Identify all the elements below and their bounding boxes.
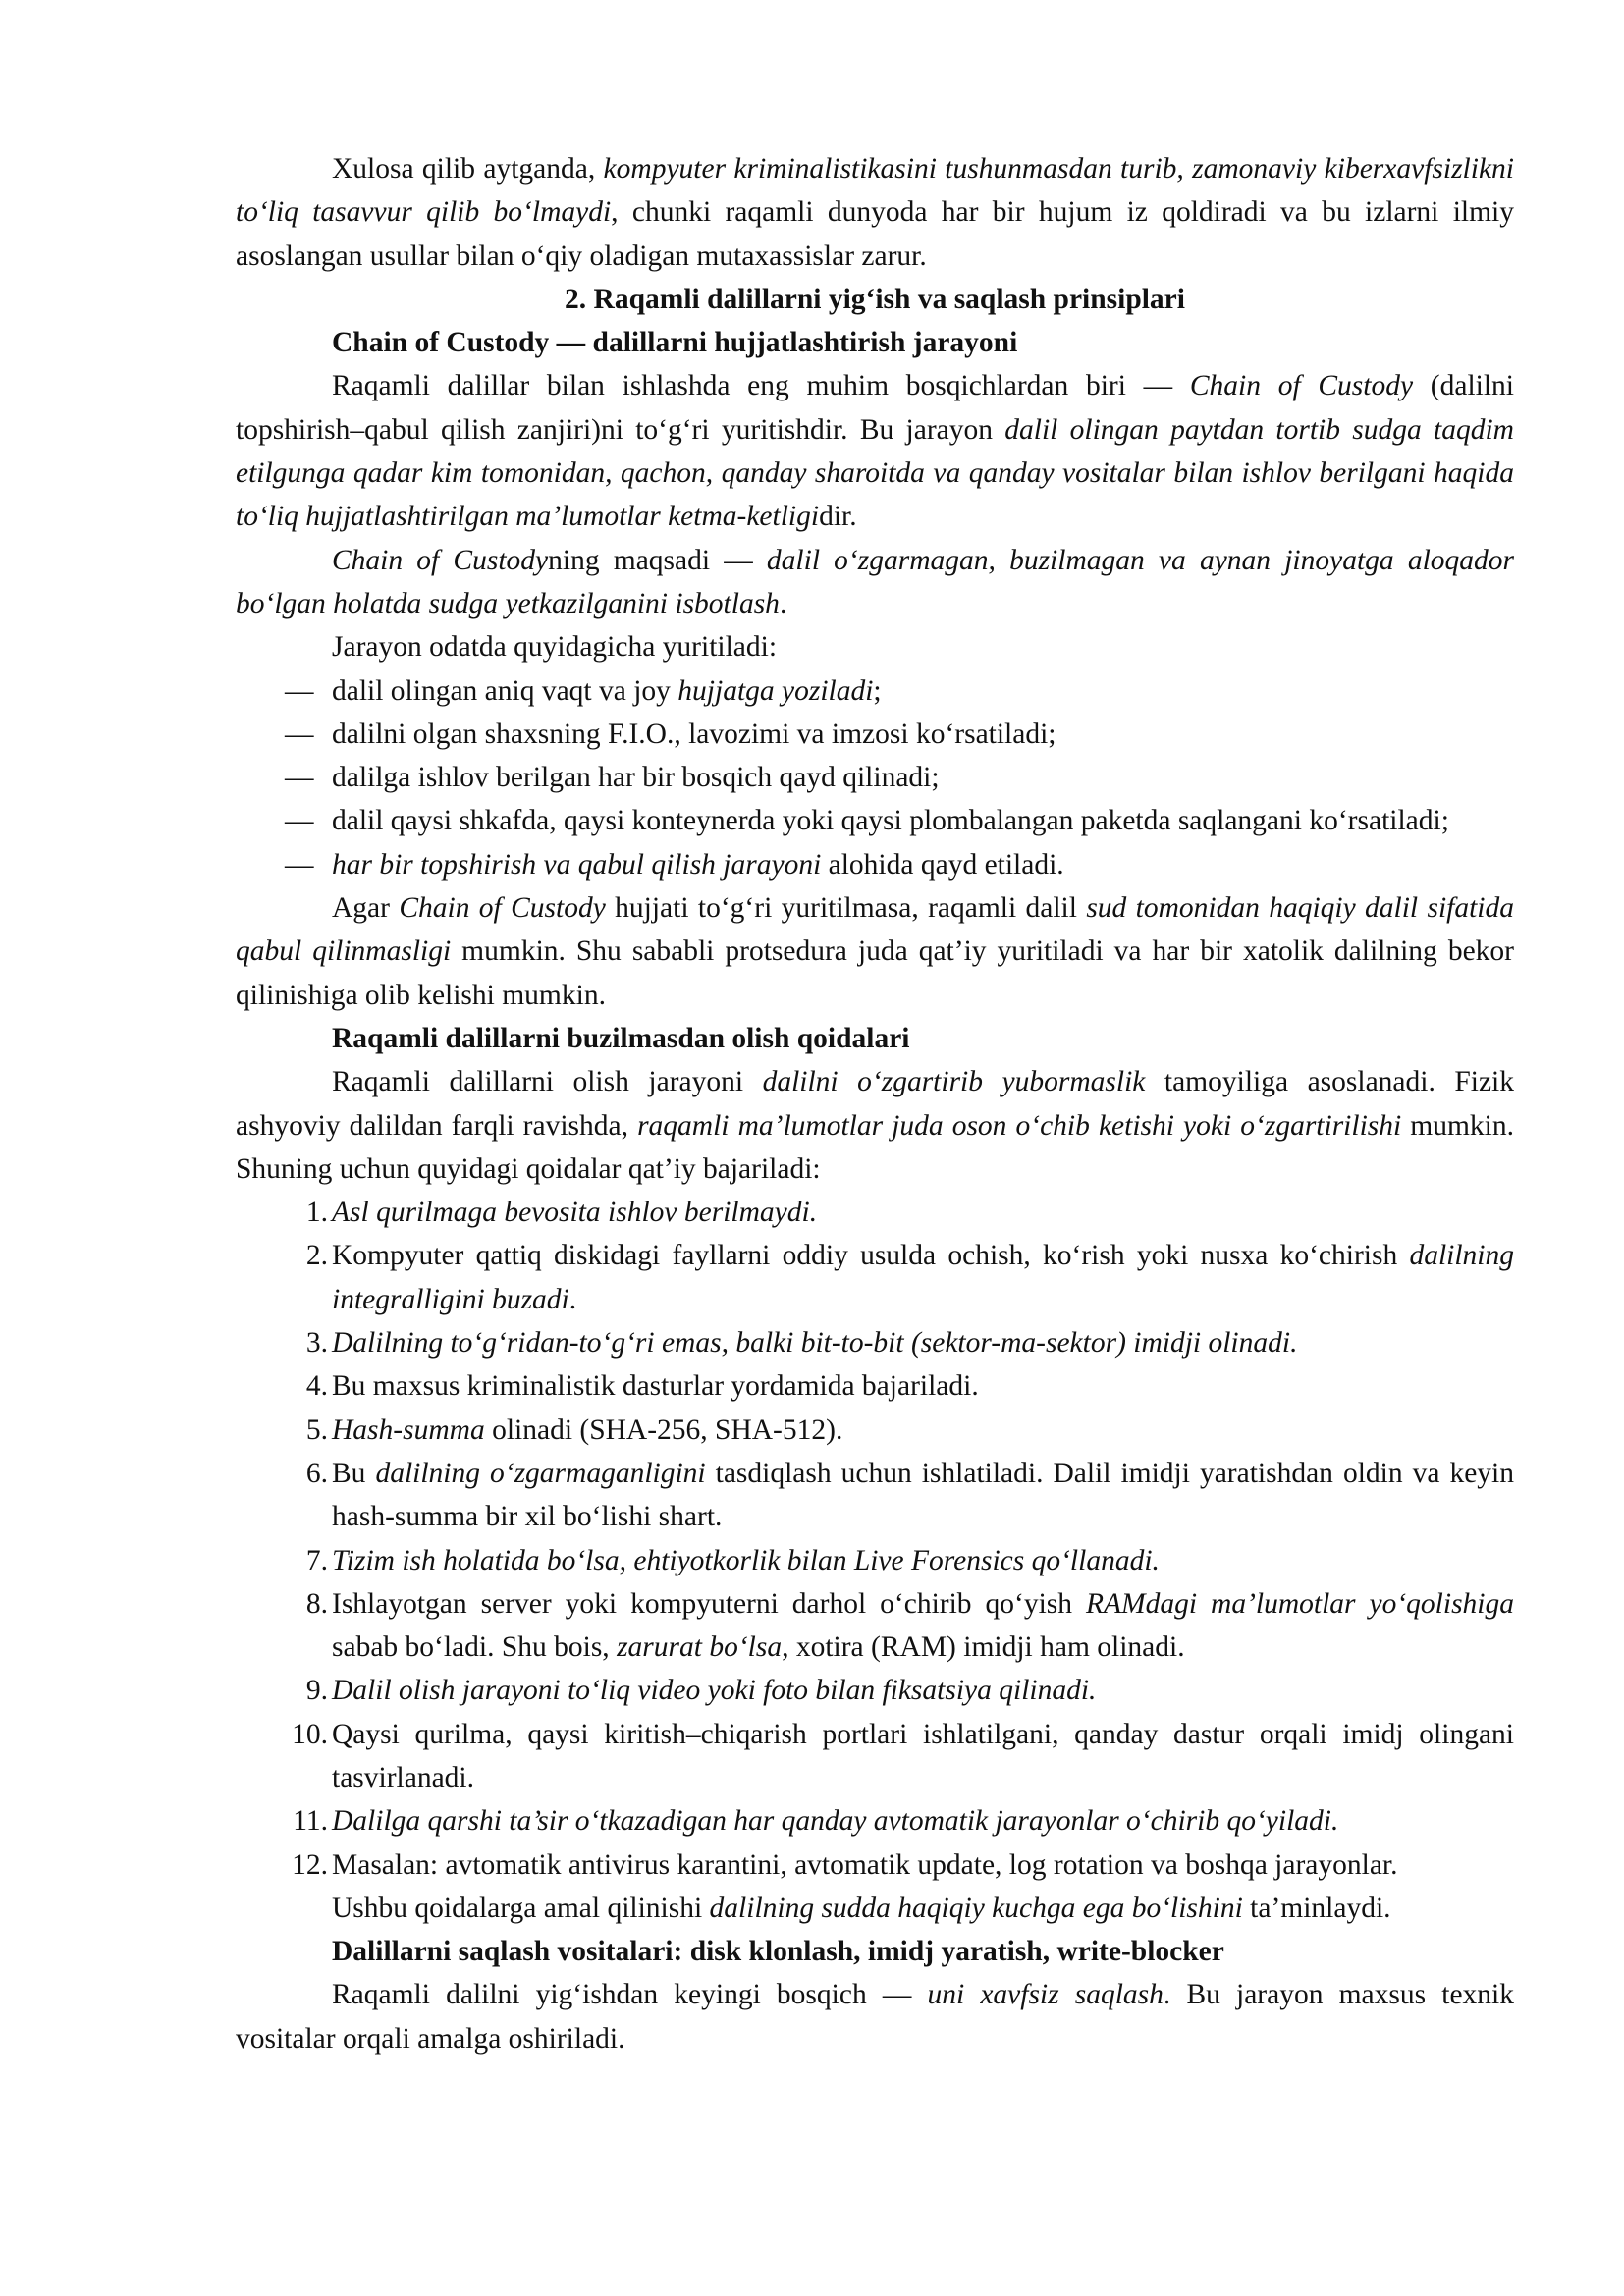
paragraph-chain-of-custody-warning: [236, 886, 1514, 1017]
subheading-acquisition-rules: Raqamli dalillarni buzilmasdan olish qoidalari: [332, 1022, 910, 1054]
text-run-italic: raqamli ma’lumotlar juda oson o‘chib ketishi yoki o‘zgartirilishi: [637, 1109, 1402, 1142]
paragraph-chain-of-custody-intro: [236, 364, 1514, 538]
list-number: 2.: [305, 1240, 328, 1272]
text-run-italic: Dalilga qarshi ta’sir o‘tkazadigan har qanday avtomatik jarayonlar o‘chirib qo‘yiladi.: [332, 1805, 1339, 1838]
dash-marker: —: [285, 805, 314, 837]
paragraph-process-intro: Jarayon odatda quyidagicha yuritiladi:: [332, 631, 778, 664]
text-run-italic: hujjatga yoziladi: [677, 674, 874, 707]
text-run-italic: Chain of Custody: [1189, 370, 1414, 402]
text-run-italic: sud tomonidan haqiqiy dalil sifatida qabul qilinmasligi: [236, 892, 1514, 968]
list-number: 3.: [305, 1327, 328, 1360]
text-run-italic: zarurat bo‘lsa: [617, 1631, 783, 1664]
dash-list: [236, 669, 1514, 886]
text-run-italic: Dalilning to‘g‘ridan-to‘g‘ri emas, balki bit-to-bit (sektor-ma-sektor) imidji olinadi.: [332, 1327, 1298, 1360]
text-run-italic: dalilni o‘zgartirib yubormaslik: [762, 1066, 1146, 1098]
text-run: hujjati to‘g‘ri yuritilmasa, raqamli dalil: [605, 892, 1087, 925]
text-run: sabab bo‘ladi. Shu bois,: [332, 1631, 618, 1664]
list-item: [236, 1234, 1514, 1321]
list-item: [236, 756, 1514, 799]
text-run-italic: Asl qurilmaga bevosita ishlov berilmaydi.: [332, 1197, 818, 1229]
text-run: Ushbu qoidalarga amal qilinishi: [332, 1892, 710, 1924]
list-item: [236, 843, 1514, 886]
dash-marker: —: [285, 762, 314, 794]
list-number: 6.: [305, 1457, 328, 1489]
paragraph-rules-conclusion: [236, 1887, 1514, 1930]
list-number: 12.: [292, 1848, 328, 1881]
text-run: . Bu jarayon maxsus texnik vositalar orqali amalga oshiriladi.: [236, 1979, 1514, 2055]
text-run: dir.: [819, 501, 857, 533]
list-number: 8.: [305, 1587, 328, 1620]
text-run: dalil olingan aniq vaqt va joy: [332, 674, 678, 707]
list-item: [236, 1452, 1514, 1539]
list-item: [236, 1364, 1514, 1408]
text-run: mumkin. Shu sababli protsedura juda qat’iy yuritiladi va har bir xatolik dalilning bekor qilinishiga olib kelishi mumkin.: [236, 935, 1514, 1011]
text-run: Ishlayotgan server yoki kompyuterni darhol o‘chirib qo‘yish: [332, 1587, 1086, 1620]
text-run-italic: kompyuter kriminalistikasini tushunmasdan turib, zamonaviy kiberxavfsizlikni to‘liq tasavvur qilib bo‘lmaydi: [236, 153, 1514, 229]
list-number: 10.: [292, 1718, 328, 1750]
list-number: 7.: [305, 1544, 328, 1576]
list-item: [236, 1539, 1514, 1582]
list-item: [236, 713, 1514, 756]
text-run: Bu: [332, 1457, 376, 1489]
list-item: [236, 1409, 1514, 1452]
text-run: Masalan: avtomatik antivirus karantini, avtomatik update, log rotation va boshqa jarayonlar.: [332, 1848, 1398, 1881]
list-number: 9.: [305, 1675, 328, 1707]
section-title: 2. Raqamli dalillarni yig‘ish va saqlash prinsiplari: [565, 283, 1185, 315]
text-run: Qaysi qurilma, qaysi kiritish–chiqarish portlari ishlatilgani, qanday dastur orqali imidj olingani tasvirlanadi.: [332, 1718, 1514, 1793]
text-run: Bu maxsus kriminalistik dasturlar yordamida bajariladi.: [332, 1370, 979, 1403]
text-run: dalil qaysi shkafda, qaysi konteynerda yoki qaysi plombalangan paketda saqlangani ko‘rsatiladi;: [332, 805, 1449, 837]
text-run: , xotira (RAM) imidji ham olinadi.: [782, 1631, 1185, 1664]
text-run: Agar: [332, 892, 400, 925]
text-run-italic: dalilning integralligini buzadi: [332, 1240, 1514, 1315]
text-run-italic: har bir topshirish va qabul qilish jarayoni: [332, 848, 822, 881]
text-run: Raqamli dalillarni olish jarayoni: [332, 1066, 763, 1098]
list-item: [236, 799, 1514, 842]
text-run: alohida qayd etiladi.: [821, 848, 1064, 881]
text-run-italic: Chain of Custody: [399, 892, 606, 925]
text-run: Kompyuter qattiq diskidagi fayllarni oddiy usulda ochish, ko‘rish yoki nusxa ko‘chirish: [332, 1240, 1410, 1272]
text-run: tasdiqlash uchun ishlatiladi. Dalil imidji yaratishdan oldin va keyin hash-summa bir xil bo‘lishi shart.: [332, 1457, 1514, 1533]
dash-marker: —: [285, 674, 314, 707]
text-run-italic: Hash-summa: [332, 1414, 485, 1446]
text-run: .: [779, 587, 787, 619]
list-item: [236, 1321, 1514, 1364]
text-run: tamoyiliga asoslanadi. Fizik ashyoviy dalildan farqli ravishda,: [236, 1066, 1514, 1142]
paragraph-acquisition-intro: [236, 1060, 1514, 1191]
text-run-italic: Chain of Custody: [332, 544, 549, 576]
list-number: 11.: [293, 1805, 328, 1838]
list-number: 1.: [305, 1197, 328, 1229]
text-run-italic: RAMdagi ma’lumotlar yo‘qolishiga: [1086, 1587, 1514, 1620]
text-run: Xulosa qilib aytganda,: [332, 153, 604, 185]
text-run: , chunki raqamli dunyoda har bir hujum iz qoldiradi va bu izlarni ilmiy asoslangan usullar bilan o‘qiy oladigan mutaxassislar zarur.: [236, 196, 1514, 272]
list-item: [236, 1669, 1514, 1712]
dash-marker: —: [285, 848, 314, 881]
list-number: 4.: [305, 1370, 328, 1403]
dash-marker: —: [285, 718, 314, 750]
text-run: ;: [873, 674, 882, 707]
text-run: mumkin. Shuning uchun quyidagi qoidalar qat’iy bajariladi:: [236, 1109, 1514, 1185]
text-run-italic: dalil olingan paytdan tortib sudga taqdim etilgunga qadar kim tomonidan, qachon, qanday sharoitda va qanday vositalar bilan ishlov berilgani haqida to‘liq hujjatlashtirilgan ma’lumotlar ketma-ketligi: [236, 413, 1514, 533]
list-item: [236, 1713, 1514, 1800]
numbered-list: [236, 1191, 1514, 1887]
text-run-italic: dalil o‘zgarmagan, buzilmagan va aynan jinoyatga aloqador bo‘lgan holatda sudga yetkazilganini isbotlash: [236, 544, 1515, 619]
text-run: (dalilni topshirish–qabul qilish zanjiri)ni to‘g‘ri yuritishdir. Bu jarayon: [236, 370, 1514, 446]
text-run: ta’minlaydi.: [1242, 1892, 1391, 1924]
text-run: Raqamli dalilni yig‘ishdan keyingi bosqich —: [332, 1979, 928, 2011]
list-item: [236, 1191, 1514, 1234]
subheading-storage-tools: Dalillarni saqlash vositalari: disk klonlash, imidj yaratish, write-blocker: [332, 1936, 1224, 1968]
paragraph-storage-intro: [236, 1973, 1514, 2060]
list-number: 5.: [305, 1414, 328, 1446]
list-item: [236, 669, 1514, 713]
list-item: [236, 1799, 1514, 1842]
list-item: [236, 1843, 1514, 1887]
subheading-chain-of-custody: Chain of Custody — dalillarni hujjatlashtirish jarayoni: [332, 327, 1018, 359]
text-run-italic: dalilning o‘zgarmaganligini: [375, 1457, 706, 1489]
text-run: Raqamli dalillar bilan ishlashda eng muhim bosqichlardan biri —: [332, 370, 1190, 402]
text-run: dalilni olgan shaxsning F.I.O., lavozimi va imzosi ko‘rsatiladi;: [332, 718, 1056, 750]
text-run-italic: uni xavfsiz saqlash: [927, 1979, 1164, 2011]
text-run-italic: dalilning sudda haqiqiy kuchga ega bo‘lishini: [709, 1892, 1243, 1924]
text-run-italic: Tizim ish holatida bo‘lsa, ehtiyotkorlik bilan Live Forensics qo‘llanadi.: [332, 1544, 1160, 1576]
text-run-italic: Dalil olish jarayoni to‘liq video yoki foto bilan fiksatsiya qilinadi.: [332, 1675, 1097, 1707]
text-run: ning maqsadi —: [548, 544, 767, 576]
text-run: .: [568, 1283, 577, 1315]
paragraph-conclusion: [236, 147, 1514, 278]
list-item: [236, 1582, 1514, 1670]
paragraph-chain-of-custody-purpose: [236, 539, 1514, 626]
text-run: dalilga ishlov berilgan har bir bosqich qayd qilinadi;: [332, 762, 940, 794]
text-run: olinadi (SHA-256, SHA-512).: [484, 1414, 843, 1446]
